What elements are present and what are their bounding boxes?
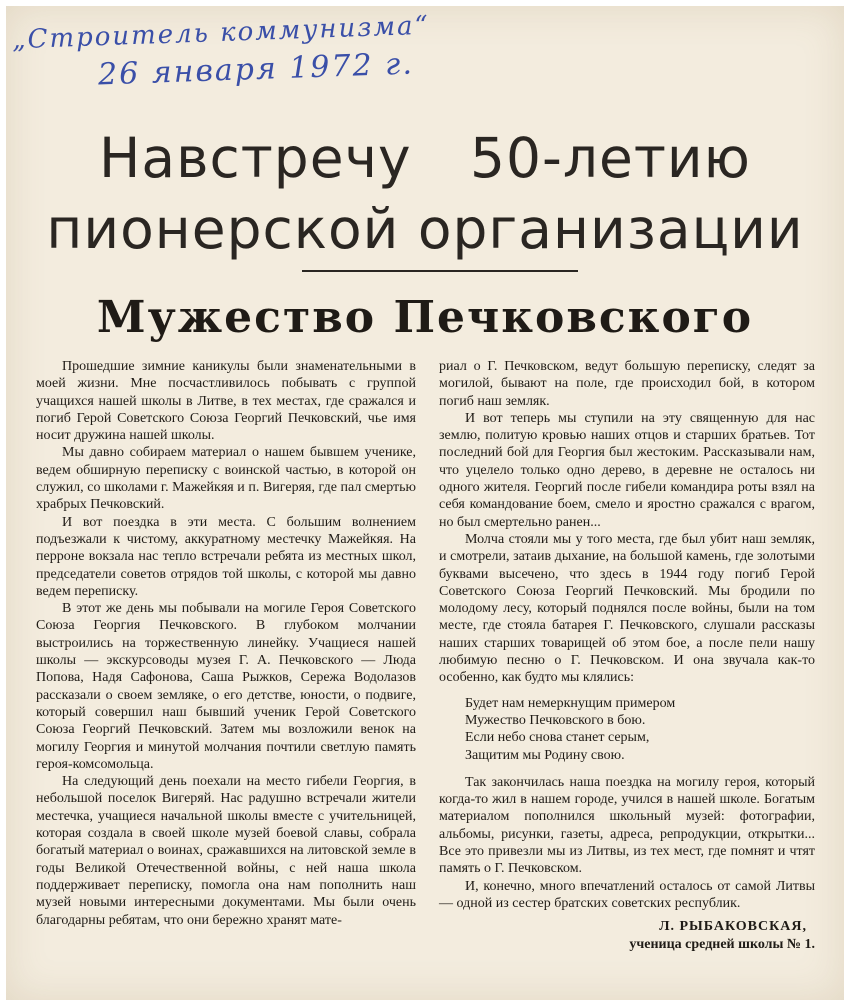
paragraph: На следующий день поехали на место гибели Георгия, в небольшой поселок Вигеряй. Нас радушно встречали жители местечка, учащиеся начальной школы вместе с учительницей, которая создала в своей школе музей боевой славы, собрала богатый материал о воинах, сражавшихся на литовской земле в годы Великой Отечественной войны, с ней наша школа поддерживает переписку, помогла она нам пополнить наш музей новыми интересными документами. Мы были очень благодарны ребятам, что они бережно хранят мате- [36,774,416,928]
headline-line-1: Навстречу 50-летию [99,126,751,190]
poem [465,695,815,764]
paragraph: Молча стояли мы у того места, где был убит наш земляк, и смотрели, затаив дыхание, на большой камень, где золотыми буквами высечено, что здесь в 1944 году погиб Герой Советского Союза Георгий Печковский. Мы бродили по молодому лесу, который поднялся после войны, были на том месте, где стояла батарея Г. Печковского, слушали рассказы наших старших товарищей об этом бое, а после пели нашу любимую песню о Г. Печковском. И она звучала как-то особенно, как будто мы клялись: [439,531,815,686]
paragraph: Так закончилась наша поездка на могилу героя, который когда-то жил в нашем городе, учился в нашей школе. Богатым материалом пополнился школьный музей: фотографии, альбомы, рисунки, газеты, адреса, репродукции, открытки... Все это привезли мы из Литвы, из тех мест, где помнят и чтят память о Г. Печковском. [439,774,815,877]
headline-line-2: пионерской организации [46,197,804,261]
paragraph: И, конечно, много впечатлений осталось от самой Литвы — одной из сестер братских советских республик. [439,878,815,911]
paragraph: Мы давно собираем материал о нашем бывшем ученике, ведем обширную переписку с воинской частью, в которой он служил, со школами г. Мажейкяя и п. Вигеряя, где пал смертью храбрых Печковский. [36,445,416,513]
author-name: Л. РЫБАКОВСКАЯ, [659,919,807,935]
newspaper-clipping [6,6,844,1000]
author-role: ученица средней школы № 1. [629,937,815,953]
paragraph: Прошедшие зимние каникулы были знаменательными в моей жизни. Мне посчастливилось побывать с группой учащихся нашей школы в Литве, в тех местах, где сражался и погиб Герой Советского Союза Георгий Печковский, чье имя носит дружина нашей школы. [36,359,416,444]
headline-divider [302,270,578,272]
poem-line: Если небо снова станет серым, [465,730,650,746]
paragraph-continuation: риал о Г. Печковском, ведут большую переписку, следят за могилой, бывают на поле, где происходил бой, в котором погиб наш земляк. [439,359,815,409]
author-signature [439,918,815,954]
poem-line: Будет нам немеркнущим примером [465,695,676,711]
left-column [36,358,416,929]
right-column [439,358,815,954]
handwritten-newspaper-name: „Строитель коммунизма“ [11,10,431,56]
poem-line: Мужество Печковского в бою. [465,712,646,728]
handwritten-date: 26 января 1972 г. [97,46,415,93]
article-title: Мужество Печковского [96,292,754,343]
poem-line: Защитим мы Родину свою. [465,747,625,763]
paragraph: И вот теперь мы ступили на эту священную для нас землю, политую кровью наших отцов и старших братьев. Тот последний бой для Георгия был жестоким. Рассказывали нам, что уцелело только одно дерево, в деревне не осталось ни одного жителя. Георгий после гибели командира роты взял на себя командование боем, смело и яростно сражался с врагом, но был смертельно ранен... [439,410,815,530]
paragraph: И вот поездка в эти места. С большим волнением подъезжали к чистому, аккуратному местечку Мажейкяя. На перроне вокзала нас тепло встречали ребята из местных школ, председатели советов отрядов той школы, с которой мы давно ведем переписку. [36,514,416,599]
paragraph: В этот же день мы побывали на могиле Героя Советского Союза Георгия Печковского. В глубоком молчании выстроились на торжественную линейку. Учащиеся нашей школы — экскурсоводы музея Г. А. Печковского — Люда Попова, Надя Сафонова, Саша Рыжков, Сережа Водолазов рассказали о своем земляке, о его детстве, юности, о подвиге, который совершил наш бывший ученик Герой Советского Союза Георгий Печковский. Затем мы возложили венок на могилу Георгия и минутой молчания почтили светлую память героя-комсомольца. [36,601,416,772]
